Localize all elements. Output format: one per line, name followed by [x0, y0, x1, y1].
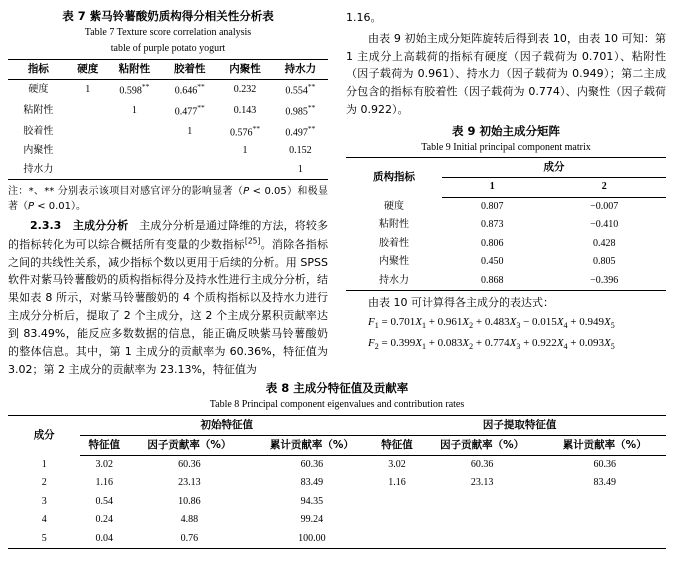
- table9-row-label: 硬度: [384, 200, 404, 212]
- table9-cell: −0.007: [590, 200, 619, 212]
- table8-title-cn: 表 8 主成分特征值及贡献率: [265, 381, 409, 396]
- table8-cell: 0.76: [128, 530, 251, 549]
- table8-cell: 60.36: [300, 458, 324, 470]
- table8-row-label: 3: [41, 495, 47, 507]
- table7-cell: 1: [187, 125, 193, 137]
- table9: [346, 157, 666, 291]
- table8-cell: 60.36: [593, 458, 616, 470]
- table9-row-label: 内聚性: [379, 256, 409, 268]
- table7-cell: [107, 142, 162, 161]
- table8-group-header-row: [8, 415, 666, 435]
- table7-cell: 0.985**: [285, 102, 316, 118]
- table8-row-label: 5: [8, 530, 80, 549]
- table-row: [8, 161, 328, 180]
- table-row: [346, 197, 666, 216]
- section-2-3-3-paragraph: [8, 217, 328, 378]
- table9-cell: 0.428: [592, 237, 616, 249]
- table7-cell: 1: [131, 104, 137, 116]
- section-2-3-3-heading: 主成分分析: [72, 219, 129, 233]
- table-row: [8, 122, 328, 143]
- table7-cell: 1: [85, 84, 91, 96]
- table8-body: [8, 455, 666, 549]
- table8-cell: [421, 493, 544, 512]
- table8-cell: [373, 530, 421, 549]
- table-row: [346, 216, 666, 235]
- table8-subheader-row: [8, 435, 666, 455]
- table7-cell: 0.143: [233, 104, 257, 116]
- table7-row-label: 胶着性: [23, 125, 54, 137]
- section-2-3-3-body: 主成分分析是通过降维的方法，将较多的指标转化为可以综合概括所有变量的少数指标[25]。消除各指标之间的共线性关系，减少指标个数以更用于后续的分析。用 SPSS 软件对紫马铃薯酸奶的质构指标得分及持水性进行主成分分析，结果如表 8 所示，对紫马铃薯酸奶的 4 个质构指标以及持水力进行主成分分析后，提取了 2 个主成分，这 2 个主成分累积贡献率达到 83.49%，能反应多数数据的信息，能正确反映紫马铃薯酸奶的整体信息。其中，第 1 主成分的贡献率为 60.36%，特征值为 3.02；第 2 主成分的贡献率为 23.13%，特征值为: [8, 219, 328, 376]
- table8-group-1-header: 初始特征值: [80, 415, 373, 435]
- table9-cell: 0.450: [480, 256, 504, 268]
- table7-col-2: 粘附性: [107, 59, 162, 79]
- table7-row-label: 粘附性: [23, 104, 54, 116]
- table7-row-label: 硬度: [28, 84, 49, 96]
- table-row: [8, 493, 666, 512]
- table8-cell: [543, 511, 666, 530]
- table-row: [8, 142, 328, 161]
- table8-cell: [543, 530, 666, 549]
- table9-row-label: 胶着性: [379, 237, 409, 249]
- table9-cell: 0.868: [442, 272, 542, 291]
- table7-cell: [162, 161, 217, 180]
- table8-row-label: 4: [41, 514, 47, 526]
- table8-title-en: Table 8 Principal component eigenvalues and contribution rates: [209, 399, 465, 411]
- table7-block: [8, 8, 328, 214]
- table7-cell: 0.576**: [230, 123, 260, 138]
- table9-cell: −0.396: [542, 272, 666, 291]
- table9-cell: 0.807: [480, 200, 504, 212]
- table9-cell: −0.410: [590, 219, 619, 231]
- section-2-3-3-number: 2.3.3: [30, 219, 62, 233]
- table8-cell: 99.24: [300, 514, 324, 526]
- table7-subtitle-en: table of purple potato yogurt: [110, 43, 226, 55]
- table9-group-header-row: [346, 158, 666, 178]
- table7-col-5: 持水力: [273, 59, 328, 79]
- table8-cell: 60.36: [470, 458, 494, 470]
- table8-cell: 0.54: [95, 495, 113, 507]
- table7-cell: [69, 101, 107, 122]
- table8-cell: [421, 511, 544, 530]
- carryover-text: 1.16。: [346, 11, 382, 24]
- table7: [8, 59, 328, 181]
- table8-cell: [543, 493, 666, 512]
- table7-cell: 0.497**: [285, 123, 316, 138]
- table9-cell: 0.873: [480, 219, 504, 231]
- table7-cell: [217, 161, 272, 180]
- table7-row-label: 持水力: [8, 161, 69, 180]
- table9-subcol-2: 2: [542, 178, 666, 198]
- table7-note: 注：*、** 分别表示该项目对感官评分的影响显著（P < 0.05）和极显著（P < 0.01）。: [8, 186, 328, 213]
- table8-cell: 60.36: [178, 458, 201, 470]
- table8-cell: 83.49: [593, 477, 616, 489]
- table7-col-0: 指标: [8, 59, 69, 79]
- table8-first-header: 成分: [8, 415, 80, 455]
- table-row: [346, 253, 666, 272]
- table7-row-label: 内聚性: [23, 145, 54, 157]
- table7-cell: [69, 122, 107, 143]
- table7-cell: 1: [273, 161, 328, 180]
- table7-cell: [107, 122, 162, 143]
- table7-cell: 1: [242, 145, 248, 157]
- table7-header-row: [8, 59, 328, 79]
- table9-group-header: 成分: [442, 158, 666, 178]
- table8-subcol-0: 特征值: [80, 435, 128, 455]
- table9-subcol-1: 1: [442, 178, 542, 198]
- table9-cell: 0.805: [592, 256, 616, 268]
- table7-title-cn: 表 7 紫马铃薯酸奶质构得分相关性分析表: [62, 9, 274, 23]
- table7-col-1: 硬度: [69, 59, 107, 79]
- table8-cell: 23.13: [178, 477, 201, 489]
- table7-cell: [69, 142, 107, 161]
- table7-col-3: 胶着性: [162, 59, 217, 79]
- table9-cell: 0.806: [480, 237, 504, 249]
- table8-row-label: 2: [41, 477, 47, 489]
- table7-cell: 0.598**: [119, 81, 150, 97]
- table-row: [8, 79, 328, 100]
- table8-cell: 23.13: [470, 477, 494, 489]
- table7-title-en: Table 7 Texture score correlation analysis: [84, 26, 252, 38]
- table8-cell: [373, 493, 421, 512]
- table-row: [8, 530, 666, 549]
- table8: [8, 415, 666, 550]
- formula-2: $F_2 = 0.399X_1 + 0.083X_2 + 0.774X_3 + 0.922X_4 + 0.093X_5$: [368, 336, 615, 352]
- table8-cell: 83.49: [300, 477, 324, 489]
- table8-cell: 0.04: [80, 530, 128, 549]
- table8-cell: 3.02: [95, 458, 113, 470]
- table8-subcol-2: 累计贡献率（%）: [251, 435, 374, 455]
- table9-block: [346, 123, 666, 291]
- table8-cell: 100.00: [251, 530, 374, 549]
- right-paragraph-1: 由表 9 初始主成分矩阵旋转后得到表 10，由表 10 可知：第 1 主成分上高载荷的指标有硬度（因子载荷为 0.701）、粘附性（因子载荷为 0.961）、持水力（因子载荷为 0.949）；第二主成分包含的指标有胶着性（因子载荷为 0.774）、内聚性（因子载荷为 0.922）。: [346, 31, 666, 117]
- table-row: [346, 272, 666, 291]
- table9-index-header: 质构指标: [346, 158, 442, 198]
- table8-row-label: 1: [41, 458, 47, 470]
- right-column: [346, 6, 666, 378]
- left-column: [8, 6, 328, 378]
- table-row: [8, 455, 666, 474]
- table8-subcol-3: 特征值: [373, 435, 421, 455]
- table-row: [8, 511, 666, 530]
- table-row: [8, 101, 328, 122]
- table7-cell: 0.646**: [174, 81, 205, 97]
- table8-cell: [373, 511, 421, 530]
- table8-cell: 0.24: [95, 514, 113, 526]
- table8-subcol-1: 因子贡献率（%）: [128, 435, 251, 455]
- table9-row-label: 粘附性: [379, 219, 409, 231]
- table8-cell: [421, 530, 544, 549]
- table8-cell: 4.88: [180, 514, 199, 526]
- formula-1: $F_1 = 0.701X_1 + 0.961X_2 + 0.483X_3 - 0.015X_4 + 0.949X_5$: [368, 316, 615, 331]
- table7-cell: 0.477**: [174, 102, 205, 118]
- formula-intro: 由表 10 可计算得各主成分的表达式：: [368, 296, 554, 310]
- table7-cell: 0.152: [289, 145, 312, 157]
- table7-body: [8, 79, 328, 179]
- table7-cell: [162, 142, 217, 161]
- table7-col-4: 内聚性: [217, 59, 272, 79]
- table9-title-en: Table 9 Initial principal component matrix: [421, 141, 591, 153]
- table7-cell: 0.554**: [285, 81, 316, 97]
- table8-cell: 1.16: [388, 477, 406, 489]
- table-row: [8, 474, 666, 493]
- table7-cell: [69, 161, 107, 180]
- table9-title-cn: 表 9 初始主成分矩阵: [451, 123, 560, 138]
- table7-cell: 0.232: [233, 84, 257, 96]
- table8-cell: 94.35: [300, 495, 324, 507]
- table-row: [346, 235, 666, 254]
- table8-group-2-header: 因子提取特征值: [373, 415, 666, 435]
- table7-cell: [107, 161, 162, 180]
- table8-cell: 3.02: [388, 458, 406, 470]
- table9-body: [346, 197, 666, 291]
- table8-subcol-5: 累计贡献率（%）: [543, 435, 666, 455]
- table8-cell: 1.16: [95, 477, 113, 489]
- table9-row-label: 持水力: [346, 272, 442, 291]
- table8-cell: 10.86: [178, 495, 201, 507]
- table8-subcol-4: 因子贡献率（%）: [421, 435, 544, 455]
- table8-block: [0, 380, 674, 549]
